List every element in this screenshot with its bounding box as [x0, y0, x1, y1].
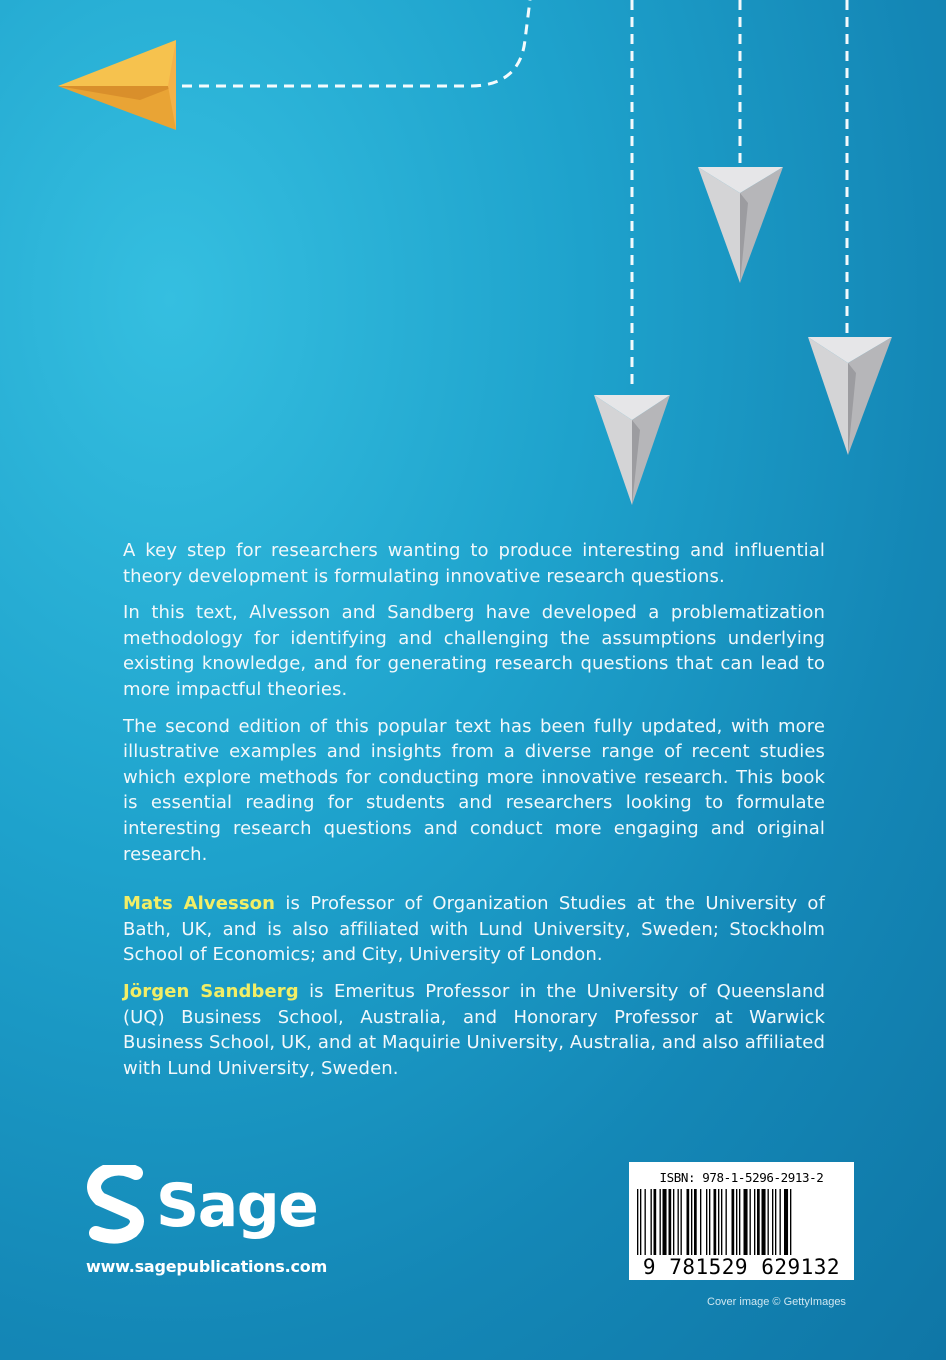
publisher-logo [86, 1163, 346, 1248]
gold-plane-flight-path [182, 0, 530, 86]
blurb-paragraph: A key step for researchers wanting to produce interesting and influential theory development is formulating innovative research questions. [123, 540, 825, 587]
cover-image-credit: Cover image © GettyImages [707, 1296, 846, 1308]
sage-s-icon [86, 1165, 146, 1247]
isbn-barcode [629, 1162, 854, 1280]
author-bio-text: is Professor of Organization Studies at the University of Bath, UK, and is also affiliated with Lund University, Sweden; Stockholm School of Economics; and City, University of London. [123, 893, 825, 966]
author-bio [123, 979, 825, 1081]
author-bio-text: is Emeritus Professor in the University of Queensland (UQ) Business School, Australia, and Honorary Professor at Warwick Business School, UK, and at Maquirie University, Australia, and also affiliated with Lund University, Sweden. [123, 980, 826, 1079]
silver-paper-plane-icon-left [594, 395, 670, 505]
author-name: Mats Alvesson [123, 893, 276, 915]
barcode-bars [637, 1189, 846, 1261]
cover-illustration [0, 0, 946, 520]
blurb-paragraph: In this text, Alvesson and Sandberg have developed a problematization methodology for identifying and challenging the assumptions underlying existing knowledge, and for generating research questions that can lead to more impactful theories. [123, 602, 825, 700]
gold-paper-plane-icon [58, 40, 176, 130]
silver-paper-plane-icon-right [808, 337, 892, 455]
publisher-url: www.sagepublications.com [86, 1257, 328, 1276]
silver-paper-plane-icon-middle [698, 167, 783, 283]
back-cover-blurb [123, 538, 825, 1092]
author-bio [123, 891, 825, 968]
isbn-label: ISBN: 978-1-5296-2913-2 [659, 1170, 824, 1185]
barcode-digits: 9 781529 629132 [642, 1255, 841, 1279]
blurb-paragraph: The second edition of this popular text has been fully updated, with more illustrative examples and insights from a diverse range of recent studies which explore methods for conducting more innovative research. This book is essential reading for students and researchers looking to formulate interesting research questions and conduct more engaging and original research. [123, 715, 825, 865]
author-name: Jörgen Sandberg [123, 980, 299, 1002]
publisher-name: Sage [156, 1170, 318, 1241]
